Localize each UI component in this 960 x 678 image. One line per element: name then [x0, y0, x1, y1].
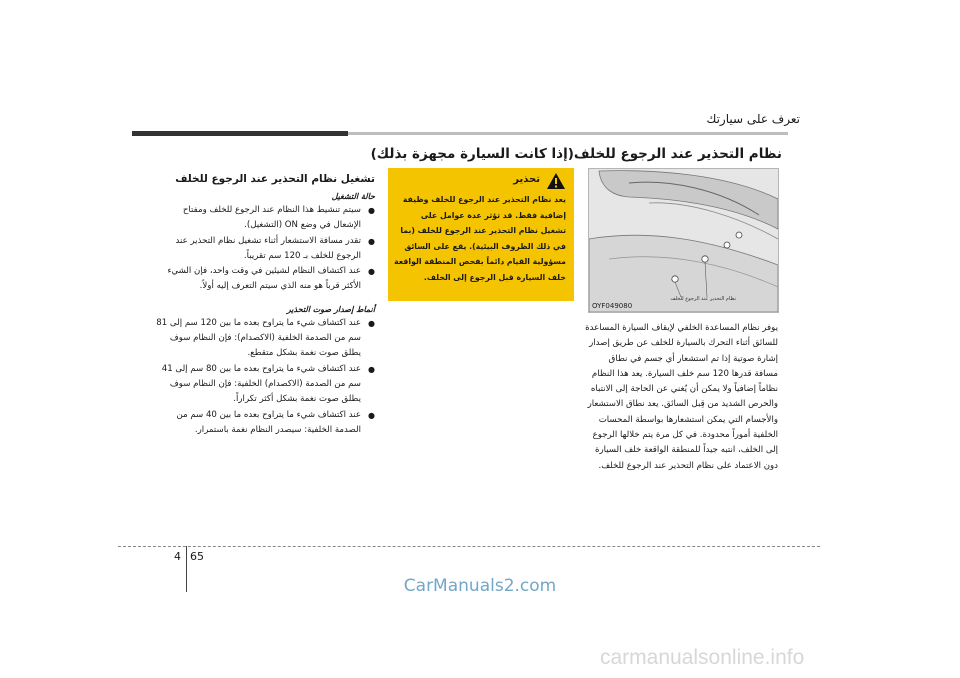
figure-code: OYF049080	[592, 302, 633, 310]
warning-body: يعد نظام التحذير عند الرجوع للخلف وظيفة إضافية فقط. قد تؤثر عدة عوامل على تشغيل نظام التحذير عند الرجوع للخلف (بما في ذلك الظروف البيئية). يقع على السائق مسؤولية القيام دائماً بفحص المنطقة الواقعة خلف السيارة قبل الرجوع إلى الخلف.	[394, 195, 566, 282]
page-number: 65	[190, 550, 204, 563]
warning-types-list	[155, 316, 375, 438]
bullet-icon: ●	[368, 206, 375, 215]
list-item: ● عند اكتشاف شيء ما يتراوح بعده ما بين 80 سم إلى 41 سم من الصدمة (الاكصدام) الخلفية: فإن النظام سوف يطلق صوت نغمة بشكل أكثر تكراراً.	[161, 363, 375, 405]
warning-box	[388, 168, 574, 301]
list-item: ● سيتم تنشيط هذا النظام عند الرجوع للخلف ومفتاح الإشعال في وضع ON (التشغيل).	[182, 205, 375, 231]
operation-column	[155, 172, 375, 438]
list-item: ● عند اكتشاف شيء ما يتراوح بعده ما بين 40 سم من الصدمة الخلفية: سيصدر النظام نغمة باستمرار.	[176, 409, 375, 435]
bullet-icon: ●	[368, 318, 375, 328]
list-item: ● عند اكتشاف شيء ما يتراوح بعده ما بين 120 سم إلى 81 سم من الصدمة الخلفية (الاكصدام): فإن النظام سوف يطلق صوت نغمة بشكل متقطع.	[156, 317, 375, 359]
figure-caption: نظام التحذير عند الرجوع للخلف	[670, 296, 736, 302]
warning-triangle-icon	[546, 172, 566, 190]
list-item: ● تقدر مسافة الاستشعار أثناء تشغيل نظام التحذير عند الرجوع للخلف بـ 120 سم تقريباً.	[175, 235, 375, 261]
footer-divider	[118, 546, 820, 547]
bullet-icon: ●	[368, 236, 375, 246]
operation-heading: تشغيل نظام التحذير عند الرجوع للخلف	[175, 173, 375, 185]
list-item: ● عند اكتشاف النظام لشيئين في وقت واحد، فإن الشيء الأكثر قرباً هو منه الذي سيتم التعرف إليه أولاً.	[167, 266, 375, 292]
operation-subheading: حالة التشغيل	[331, 192, 375, 201]
warning-types-subheading: أنماط إصدار صوت التحذير	[286, 304, 375, 314]
bullet-icon: ●	[368, 410, 375, 420]
bullet-icon: ●	[368, 267, 375, 277]
operation-list	[155, 203, 375, 295]
header-rule	[132, 131, 348, 136]
warning-heading: تحذير	[513, 174, 540, 185]
corner-watermark: carmanualsonline.info	[600, 646, 805, 669]
car-rear-illustration	[589, 169, 778, 312]
header-rule-light	[348, 132, 788, 135]
section-title: نظام التحذير عند الرجوع للخلف(إذا كانت السيارة مجهزة بذلك)	[370, 146, 782, 162]
watermark-link[interactable]: CarManuals2.com	[403, 576, 557, 596]
bullet-icon: ●	[368, 364, 375, 374]
chapter-number: 4	[174, 550, 181, 563]
intro-paragraph: يوفر نظام المساعدة الخلفي لإيقاف السيارة المساعدة للسائق أثناء التحرك بالسيارة للخلف عن طريق إصدار إشارة صوتية إذا تم استشعار أي جسم في نطاق مسافة قدرها 120 سم خلف السيارة. يعد هذا النظام نظاماً إضافياً ولا يمكن أن يُغني عن الحاجة إلى الانتباه والحرص الشديد من قِبل السائق. يعد نطاق الاستشعار والأجسام التي يمكن استشعارها بواسطة المحسات الخلفية أموراً محدودة. في كل مرة يتم خلالها الرجوع إلى الخلف، انتبه جيداً للمنطقة الواقعة خلف السيارة دون الاعتماد على نظام التحذير عند الرجوع للخلف.	[585, 323, 778, 471]
rear-bumper-figure	[588, 168, 779, 313]
header-title: تعرف على سيارتك	[706, 112, 800, 126]
